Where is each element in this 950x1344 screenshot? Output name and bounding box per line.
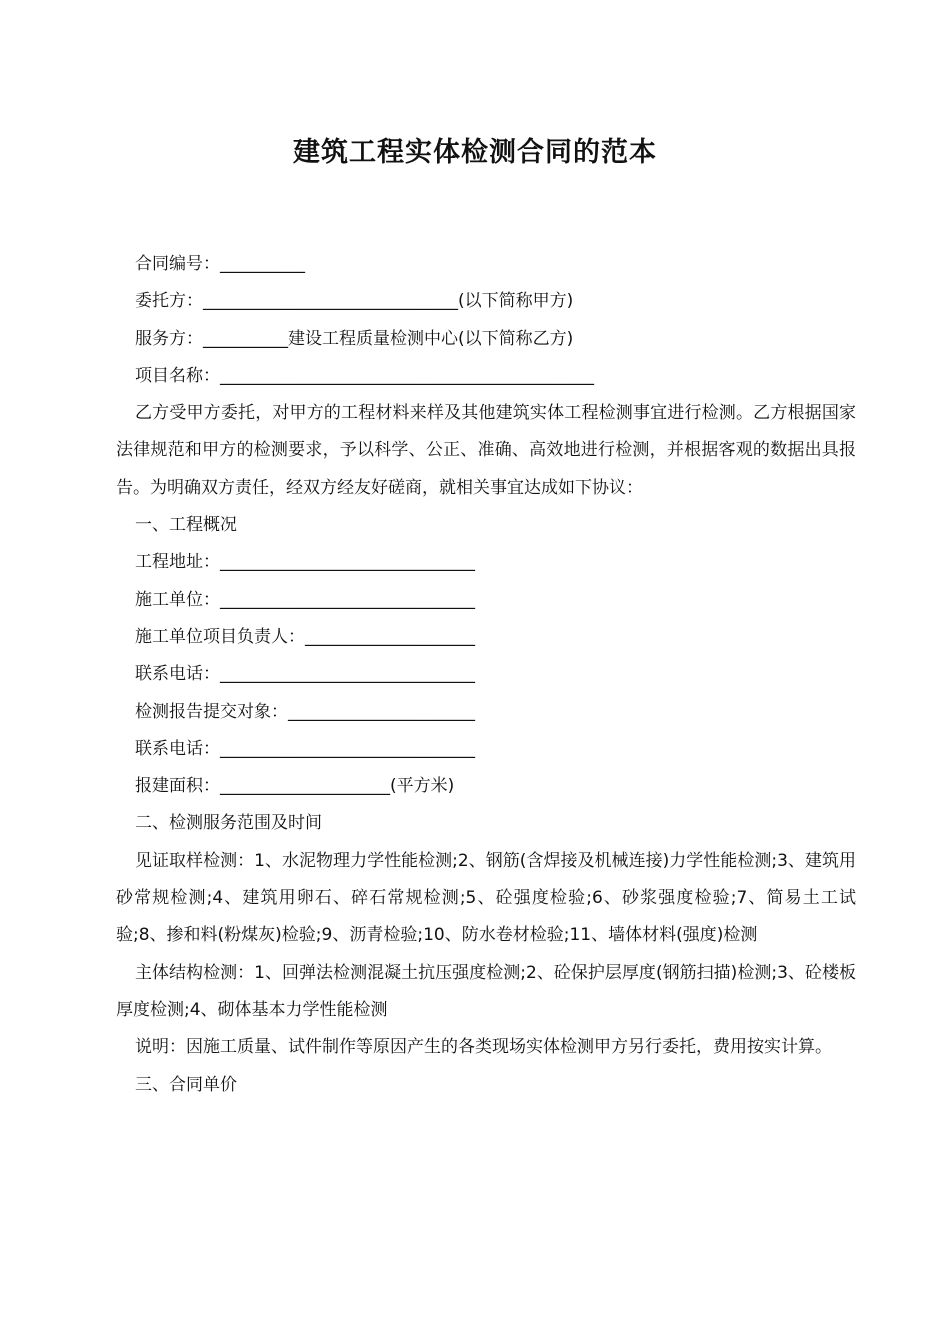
contract-number-line: 合同编号：__________ (135, 254, 305, 274)
section-heading-scope: 二、检测服务范围及时间 (135, 813, 322, 834)
document-title: 建筑工程实体检测合同的范本 (293, 137, 657, 168)
intro-paragraph: 乙方受甲方委托，对甲方的工程材料来样及其他建筑实体工程检测事宜进行检测。乙方根据国家法律规范和甲方的检测要求，予以科学、公正、准确、高效地进行检测，并根据客观的数据出具报告。为明确双方责任，经双方经友好磋商，就相关事宜达成如下协议： (116, 403, 856, 498)
constructor-manager-line: 施工单位项目负责人：____________________ (135, 626, 475, 647)
phone-line-2: 联系电话：______________________________ (135, 738, 475, 759)
section-heading-overview: 一、工程概况 (135, 515, 237, 536)
site-address-line: 工程地址：______________________________ (135, 552, 475, 573)
witness-testing-paragraph: 见证取样检测：1、水泥物理力学性能检测;2、钢筋(含焊接及机械连接)力学性能检测;3、建筑用砂常规检测;4、建筑用卵石、碎石常规检测;5、砼强度检验;6、砂浆强度检验;7、简易土工试验;8、掺和料(粉煤灰)检验;9、沥青检验;10、防水卷材检验;11、墙体材料(强度)检测 (116, 850, 856, 946)
project-name-line: 项目名称：____________________________________________ (135, 365, 594, 386)
structure-testing-paragraph: 主体结构检测：1、回弹法检测混凝土抗压强度检测;2、砼保护层厚度(钢筋扫描)检测;3、砼楼板厚度检测;4、砌体基本力学性能检测 (116, 962, 856, 1020)
client-line: 委托方：______________________________(以下简称甲方) (135, 291, 574, 312)
constructor-line: 施工单位：______________________________ (135, 589, 475, 610)
report-recipient-line: 检测报告提交对象：______________________ (135, 701, 475, 722)
document-body (116, 246, 856, 1104)
note-paragraph: 说明：因施工质量、试件制作等原因产生的各类现场实体检测甲方另行委托，费用按实计算。 (135, 1037, 832, 1058)
section-heading-price: 三、合同单价 (135, 1074, 237, 1095)
area-line: 报建面积：____________________(平方米) (135, 776, 455, 797)
phone-line-1: 联系电话：______________________________ (135, 664, 475, 685)
provider-line: 服务方：__________建设工程质量检测中心(以下简称乙方) (135, 328, 574, 349)
